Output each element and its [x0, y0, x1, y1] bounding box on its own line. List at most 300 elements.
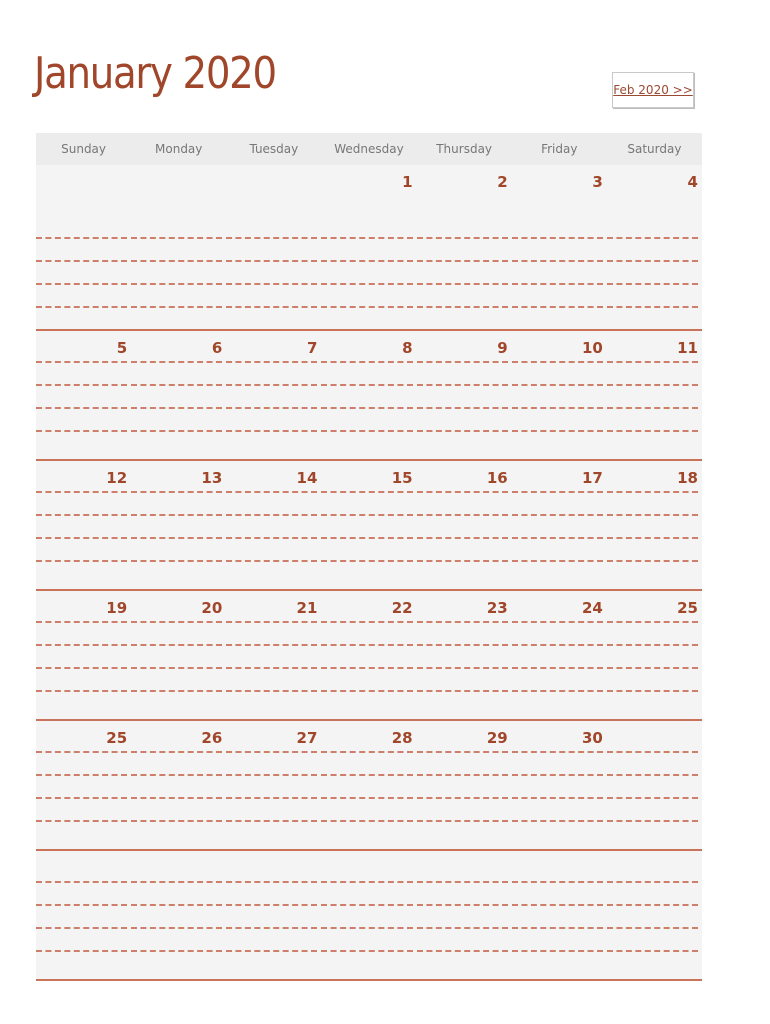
note-line[interactable] — [226, 881, 317, 883]
note-line[interactable] — [36, 260, 127, 262]
day-number: 4 — [687, 173, 698, 191]
day-number: 16 — [486, 469, 508, 487]
note-line[interactable] — [607, 774, 698, 776]
note-line[interactable] — [321, 881, 412, 883]
note-lines — [226, 621, 317, 713]
note-line[interactable] — [131, 644, 222, 646]
day-number: 6 — [211, 339, 223, 357]
note-line[interactable] — [226, 644, 317, 646]
note-lines — [36, 621, 127, 713]
note-line[interactable] — [226, 927, 317, 929]
note-lines — [321, 237, 412, 329]
weekday-header-wednesday: Wednesday — [334, 142, 404, 156]
note-line[interactable] — [321, 361, 412, 363]
note-line[interactable] — [512, 820, 603, 822]
note-line[interactable] — [131, 514, 222, 516]
note-line[interactable] — [417, 881, 508, 883]
note-line[interactable] — [417, 927, 508, 929]
note-line[interactable] — [226, 407, 317, 409]
note-line[interactable] — [36, 537, 127, 539]
note-line[interactable] — [226, 361, 317, 363]
day-cell[interactable] — [512, 721, 607, 849]
note-line[interactable] — [36, 283, 127, 285]
weekday-header-friday: Friday — [541, 142, 578, 156]
note-line[interactable] — [512, 514, 603, 516]
note-line[interactable] — [131, 283, 222, 285]
day-cell[interactable] — [226, 721, 321, 849]
weekday-header-saturday: Saturday — [627, 142, 682, 156]
day-number: 1 — [402, 173, 413, 191]
week-row — [36, 851, 702, 981]
note-line[interactable] — [131, 690, 222, 692]
note-line[interactable] — [417, 560, 508, 562]
note-line[interactable] — [226, 621, 317, 623]
note-line[interactable] — [226, 430, 317, 432]
note-line[interactable] — [226, 797, 317, 799]
note-line[interactable] — [417, 430, 508, 432]
day-number: 27 — [296, 729, 318, 747]
note-line[interactable] — [607, 407, 698, 409]
note-line[interactable] — [512, 667, 603, 669]
note-line[interactable] — [226, 237, 317, 239]
note-line[interactable] — [226, 667, 317, 669]
note-line[interactable] — [36, 491, 127, 493]
day-cell[interactable] — [131, 165, 226, 329]
day-cell[interactable] — [321, 165, 416, 329]
note-line[interactable] — [226, 560, 317, 562]
note-line[interactable] — [512, 306, 603, 308]
note-line[interactable] — [512, 690, 603, 692]
note-lines — [417, 881, 508, 973]
note-line[interactable] — [226, 904, 317, 906]
day-cell[interactable] — [607, 461, 702, 589]
day-cell[interactable] — [36, 331, 131, 459]
day-number: 19 — [106, 599, 128, 617]
day-number: 23 — [486, 599, 508, 617]
note-line[interactable] — [36, 430, 127, 432]
note-line[interactable] — [512, 560, 603, 562]
note-lines — [321, 881, 412, 973]
note-line[interactable] — [417, 260, 508, 262]
note-lines — [131, 881, 222, 973]
note-line[interactable] — [321, 491, 412, 493]
note-line[interactable] — [321, 904, 412, 906]
day-number: 20 — [201, 599, 223, 617]
note-line[interactable] — [321, 306, 412, 308]
note-line[interactable] — [417, 361, 508, 363]
week-row — [36, 165, 702, 331]
day-cell[interactable] — [36, 721, 131, 849]
note-lines — [36, 237, 127, 329]
day-cell[interactable] — [226, 461, 321, 589]
note-lines — [226, 751, 317, 843]
note-lines — [131, 751, 222, 843]
note-line[interactable] — [417, 384, 508, 386]
note-lines — [607, 237, 698, 329]
note-line[interactable] — [512, 384, 603, 386]
note-line[interactable] — [512, 407, 603, 409]
week-row — [36, 331, 702, 461]
note-line[interactable] — [226, 384, 317, 386]
weekday-header-row — [36, 133, 702, 165]
day-cell[interactable] — [417, 165, 512, 329]
note-line[interactable] — [36, 306, 127, 308]
day-cell[interactable] — [607, 331, 702, 459]
day-cell[interactable] — [131, 331, 226, 459]
note-line[interactable] — [131, 491, 222, 493]
day-cell[interactable] — [226, 331, 321, 459]
note-line[interactable] — [512, 797, 603, 799]
note-line[interactable] — [321, 797, 412, 799]
weekday-header-sunday: Sunday — [61, 142, 107, 156]
day-cell[interactable] — [321, 331, 416, 459]
note-line[interactable] — [321, 621, 412, 623]
note-line[interactable] — [417, 774, 508, 776]
day-cell[interactable] — [417, 331, 512, 459]
note-lines — [321, 621, 412, 713]
note-line[interactable] — [131, 751, 222, 753]
note-lines — [512, 751, 603, 843]
note-line[interactable] — [607, 797, 698, 799]
note-line[interactable] — [512, 537, 603, 539]
note-line[interactable] — [512, 430, 603, 432]
day-number: 28 — [391, 729, 413, 747]
note-line[interactable] — [512, 644, 603, 646]
note-lines — [607, 881, 698, 973]
day-cell[interactable] — [607, 851, 702, 979]
day-cell[interactable] — [512, 461, 607, 589]
note-line[interactable] — [607, 283, 698, 285]
note-line[interactable] — [512, 621, 603, 623]
note-line[interactable] — [36, 407, 127, 409]
note-lines — [226, 237, 317, 329]
note-line[interactable] — [607, 260, 698, 262]
note-lines — [36, 881, 127, 973]
note-line[interactable] — [36, 514, 127, 516]
day-cell[interactable] — [417, 851, 512, 979]
note-line[interactable] — [417, 407, 508, 409]
note-line[interactable] — [512, 950, 603, 952]
day-cell[interactable] — [226, 165, 321, 329]
note-lines — [226, 361, 317, 453]
note-lines — [417, 361, 508, 453]
week-row — [36, 721, 702, 851]
note-line[interactable] — [417, 950, 508, 952]
note-line[interactable] — [131, 306, 222, 308]
note-line[interactable] — [607, 690, 698, 692]
note-line[interactable] — [321, 774, 412, 776]
day-cell[interactable] — [607, 165, 702, 329]
note-line[interactable] — [321, 820, 412, 822]
note-lines — [131, 237, 222, 329]
note-line[interactable] — [417, 621, 508, 623]
note-lines — [512, 881, 603, 973]
note-line[interactable] — [321, 283, 412, 285]
note-line[interactable] — [131, 621, 222, 623]
day-number: 30 — [581, 729, 603, 747]
note-lines — [226, 881, 317, 973]
note-line[interactable] — [226, 306, 317, 308]
note-line[interactable] — [607, 237, 698, 239]
note-line[interactable] — [131, 407, 222, 409]
day-cell[interactable] — [131, 461, 226, 589]
day-cell[interactable] — [36, 165, 131, 329]
note-line[interactable] — [512, 361, 603, 363]
day-cell[interactable] — [607, 591, 702, 719]
day-cell[interactable] — [321, 721, 416, 849]
note-line[interactable] — [131, 904, 222, 906]
note-line[interactable] — [607, 927, 698, 929]
note-lines — [607, 491, 698, 583]
note-line[interactable] — [226, 950, 317, 952]
note-line[interactable] — [607, 904, 698, 906]
day-number: 11 — [677, 339, 698, 357]
day-number: 15 — [391, 469, 413, 487]
weeks-container — [36, 165, 702, 981]
note-line[interactable] — [607, 560, 698, 562]
note-line[interactable] — [226, 514, 317, 516]
day-number: 9 — [497, 339, 508, 357]
note-line[interactable] — [417, 797, 508, 799]
calendar-grid — [36, 133, 702, 981]
note-line[interactable] — [417, 644, 508, 646]
note-lines — [512, 361, 603, 453]
day-number: 25 — [677, 599, 698, 617]
note-line[interactable] — [417, 491, 508, 493]
note-lines — [512, 491, 603, 583]
day-number: 21 — [296, 599, 318, 617]
note-line[interactable] — [36, 690, 127, 692]
day-cell[interactable] — [417, 591, 512, 719]
day-number: 18 — [677, 469, 698, 487]
note-line[interactable] — [131, 797, 222, 799]
day-number: 17 — [581, 469, 603, 487]
note-line[interactable] — [417, 237, 508, 239]
note-line[interactable] — [36, 667, 127, 669]
note-lines — [417, 751, 508, 843]
day-cell[interactable] — [512, 591, 607, 719]
note-lines — [417, 621, 508, 713]
day-number: 24 — [581, 599, 603, 617]
note-line[interactable] — [417, 306, 508, 308]
note-line[interactable] — [607, 881, 698, 883]
note-line[interactable] — [512, 927, 603, 929]
note-line[interactable] — [131, 384, 222, 386]
note-line[interactable] — [512, 283, 603, 285]
note-line[interactable] — [36, 361, 127, 363]
note-line[interactable] — [36, 820, 127, 822]
day-cell[interactable] — [321, 591, 416, 719]
note-line[interactable] — [36, 237, 127, 239]
note-line[interactable] — [321, 237, 412, 239]
note-line[interactable] — [131, 820, 222, 822]
note-line[interactable] — [607, 820, 698, 822]
note-line[interactable] — [36, 621, 127, 623]
note-line[interactable] — [321, 514, 412, 516]
day-cell[interactable] — [131, 851, 226, 979]
note-line[interactable] — [417, 820, 508, 822]
note-lines — [417, 237, 508, 329]
note-line[interactable] — [321, 560, 412, 562]
note-line[interactable] — [226, 690, 317, 692]
note-line[interactable] — [512, 751, 603, 753]
note-line[interactable] — [512, 260, 603, 262]
note-line[interactable] — [131, 260, 222, 262]
note-lines — [607, 751, 698, 843]
note-lines — [131, 621, 222, 713]
note-line[interactable] — [607, 621, 698, 623]
weekday-header-thursday: Thursday — [436, 142, 493, 156]
note-line[interactable] — [512, 774, 603, 776]
day-number: 7 — [306, 339, 318, 357]
day-cell[interactable] — [512, 851, 607, 979]
day-cell[interactable] — [321, 461, 416, 589]
note-line[interactable] — [321, 927, 412, 929]
note-line[interactable] — [226, 820, 317, 822]
week-row — [36, 461, 702, 591]
note-line[interactable] — [36, 950, 127, 952]
day-number: 12 — [106, 469, 128, 487]
day-number: 22 — [391, 599, 413, 617]
day-number: 10 — [581, 339, 603, 357]
note-line[interactable] — [131, 361, 222, 363]
note-line[interactable] — [417, 690, 508, 692]
note-line[interactable] — [417, 283, 508, 285]
note-line[interactable] — [321, 260, 412, 262]
day-cell[interactable] — [131, 721, 226, 849]
note-lines — [321, 361, 412, 453]
day-cell[interactable] — [226, 591, 321, 719]
note-lines — [321, 751, 412, 843]
note-line[interactable] — [607, 430, 698, 432]
note-line[interactable] — [321, 537, 412, 539]
day-number: 5 — [116, 339, 128, 357]
note-line[interactable] — [607, 491, 698, 493]
note-lines — [512, 237, 603, 329]
note-line[interactable] — [607, 950, 698, 952]
note-line[interactable] — [321, 690, 412, 692]
day-cell[interactable] — [512, 331, 607, 459]
note-line[interactable] — [226, 491, 317, 493]
weekday-header-monday: Monday — [155, 142, 203, 156]
page-title: January 2020 — [34, 48, 276, 99]
note-line[interactable] — [417, 751, 508, 753]
note-line[interactable] — [131, 950, 222, 952]
note-line[interactable] — [131, 774, 222, 776]
note-line[interactable] — [131, 430, 222, 432]
day-number: 3 — [592, 173, 603, 191]
note-line[interactable] — [36, 797, 127, 799]
note-line[interactable] — [417, 537, 508, 539]
note-line[interactable] — [512, 904, 603, 906]
note-line[interactable] — [417, 514, 508, 516]
next-month-button[interactable]: Feb 2020 >> — [612, 72, 694, 108]
note-lines — [36, 361, 127, 453]
note-line[interactable] — [36, 384, 127, 386]
note-lines — [607, 361, 698, 453]
note-line[interactable] — [131, 537, 222, 539]
note-lines — [36, 751, 127, 843]
day-number: 2 — [497, 173, 508, 191]
day-cell[interactable] — [226, 851, 321, 979]
note-line[interactable] — [131, 927, 222, 929]
day-cell[interactable] — [36, 461, 131, 589]
note-line[interactable] — [131, 237, 222, 239]
note-line[interactable] — [36, 751, 127, 753]
weekday-header-tuesday: Tuesday — [249, 142, 299, 156]
day-cell[interactable] — [36, 851, 131, 979]
note-line[interactable] — [36, 774, 127, 776]
day-cell[interactable] — [417, 461, 512, 589]
note-line[interactable] — [417, 904, 508, 906]
note-line[interactable] — [321, 667, 412, 669]
note-line[interactable] — [36, 927, 127, 929]
note-line[interactable] — [226, 751, 317, 753]
day-cell[interactable] — [417, 721, 512, 849]
note-line[interactable] — [36, 881, 127, 883]
note-lines — [226, 491, 317, 583]
note-line[interactable] — [226, 260, 317, 262]
note-lines — [321, 491, 412, 583]
note-lines — [512, 621, 603, 713]
day-number: 13 — [201, 469, 223, 487]
note-lines — [417, 491, 508, 583]
note-line[interactable] — [36, 904, 127, 906]
note-line[interactable] — [321, 384, 412, 386]
note-line[interactable] — [512, 237, 603, 239]
note-line[interactable] — [607, 667, 698, 669]
note-line[interactable] — [36, 644, 127, 646]
note-line[interactable] — [226, 537, 317, 539]
note-line[interactable] — [607, 361, 698, 363]
note-line[interactable] — [607, 537, 698, 539]
day-cell[interactable] — [36, 591, 131, 719]
note-line[interactable] — [131, 560, 222, 562]
day-number: 25 — [106, 729, 128, 747]
note-line[interactable] — [321, 950, 412, 952]
note-line[interactable] — [607, 644, 698, 646]
note-line[interactable] — [607, 384, 698, 386]
note-line[interactable] — [226, 283, 317, 285]
note-line[interactable] — [512, 881, 603, 883]
week-row — [36, 591, 702, 721]
note-lines — [131, 491, 222, 583]
note-line[interactable] — [512, 491, 603, 493]
note-line[interactable] — [36, 560, 127, 562]
day-number: 8 — [402, 339, 413, 357]
note-lines — [36, 491, 127, 583]
note-line[interactable] — [321, 407, 412, 409]
note-lines — [131, 361, 222, 453]
note-line[interactable] — [321, 644, 412, 646]
day-cell[interactable] — [607, 721, 702, 849]
note-line[interactable] — [417, 667, 508, 669]
note-line[interactable] — [607, 751, 698, 753]
note-line[interactable] — [131, 881, 222, 883]
day-cell[interactable] — [131, 591, 226, 719]
note-line[interactable] — [607, 306, 698, 308]
day-number: 29 — [486, 729, 508, 747]
note-line[interactable] — [607, 514, 698, 516]
day-cell[interactable] — [321, 851, 416, 979]
note-line[interactable] — [321, 430, 412, 432]
day-cell[interactable] — [512, 165, 607, 329]
note-line[interactable] — [321, 751, 412, 753]
day-number: 26 — [201, 729, 223, 747]
note-line[interactable] — [226, 774, 317, 776]
note-line[interactable] — [131, 667, 222, 669]
day-number: 14 — [296, 469, 318, 487]
